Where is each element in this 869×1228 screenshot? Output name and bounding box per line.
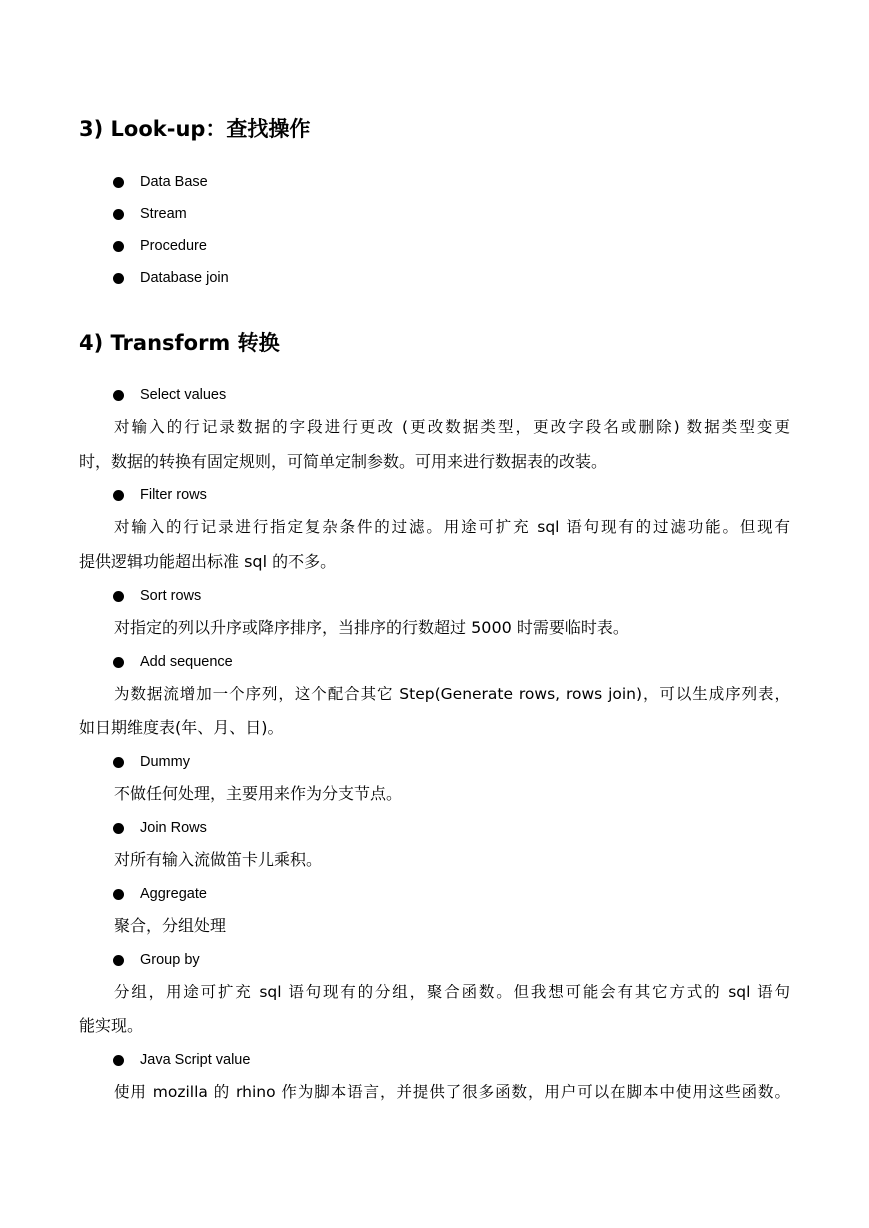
list-item — [113, 651, 233, 673]
list-item-label: Sort rows — [140, 588, 202, 604]
description-line: 能实现。 — [79, 1016, 144, 1035]
description-line: 提供逻辑功能超出标准 sql 的不多。 — [79, 552, 337, 571]
list-item-label: Aggregate — [140, 886, 207, 902]
list-item — [113, 883, 207, 905]
list-item-label: Stream — [140, 206, 187, 222]
list-item — [113, 267, 229, 289]
description-line: 使用 mozilla 的 rhino 作为脚本语言，并提供了很多函数，用户可以在脚本中使用这些函数。 — [114, 1083, 790, 1101]
description-line: 对输入的行记录进行指定复杂条件的过滤。用途可扩充 sql 语句现有的过滤功能。但现有 — [114, 518, 790, 536]
list-item-label: Database join — [140, 270, 229, 286]
bullet-icon — [113, 273, 124, 284]
list-item — [113, 1049, 250, 1071]
list-item — [113, 484, 207, 506]
list-item-label: Data Base — [140, 174, 208, 190]
list-item-label: Dummy — [140, 754, 190, 770]
description-line: 如日期维度表(年、月、日)。 — [79, 718, 284, 737]
list-item-label: Filter rows — [140, 487, 207, 503]
description-line: 为数据流增加一个序列，这个配合其它 Step(Generate rows, rows join)，可以生成序列表， — [114, 685, 790, 703]
bullet-icon — [113, 177, 124, 188]
description-line: 对所有输入流做笛卡儿乘积。 — [114, 850, 323, 869]
section-heading-transform: 4) Transform 转换 — [79, 331, 280, 355]
description-line: 时，数据的转换有固定规则，可简单定制参数。可用来进行数据表的改装。 — [79, 452, 608, 471]
description-line: 对指定的列以升序或降序排序，当排序的行数超过 5000 时需要临时表。 — [114, 618, 629, 637]
list-item — [113, 171, 208, 193]
bullet-icon — [113, 390, 124, 401]
list-item — [113, 203, 187, 225]
description-line: 对输入的行记录数据的字段进行更改 (更改数据类型，更改字段名或删除) 数据类型变更 — [114, 418, 790, 436]
list-item-label: Group by — [140, 952, 200, 968]
section-heading-lookup: 3) Look-up：查找操作 — [79, 117, 311, 141]
bullet-icon — [113, 757, 124, 768]
list-item-label: Join Rows — [140, 820, 207, 836]
description-line: 不做任何处理，主要用来作为分支节点。 — [114, 784, 403, 803]
description-line: 聚合，分组处理 — [114, 916, 227, 935]
list-item — [113, 235, 207, 257]
list-item — [113, 751, 190, 773]
bullet-icon — [113, 591, 124, 602]
bullet-icon — [113, 823, 124, 834]
bullet-icon — [113, 889, 124, 900]
description-line: 分组，用途可扩充 sql 语句现有的分组，聚合函数。但我想可能会有其它方式的 sql 语句 — [114, 983, 790, 1001]
list-item-label: Add sequence — [140, 654, 233, 670]
list-item — [113, 585, 201, 607]
list-item — [113, 384, 226, 406]
bullet-icon — [113, 1055, 124, 1066]
bullet-icon — [113, 955, 124, 966]
bullet-icon — [113, 241, 124, 252]
bullet-icon — [113, 209, 124, 220]
list-item-label: Procedure — [140, 238, 207, 254]
bullet-icon — [113, 657, 124, 668]
list-item — [113, 817, 207, 839]
list-item-label: Java Script value — [140, 1052, 251, 1068]
list-item-label: Select values — [140, 387, 227, 403]
list-item — [113, 949, 200, 971]
bullet-icon — [113, 490, 124, 501]
